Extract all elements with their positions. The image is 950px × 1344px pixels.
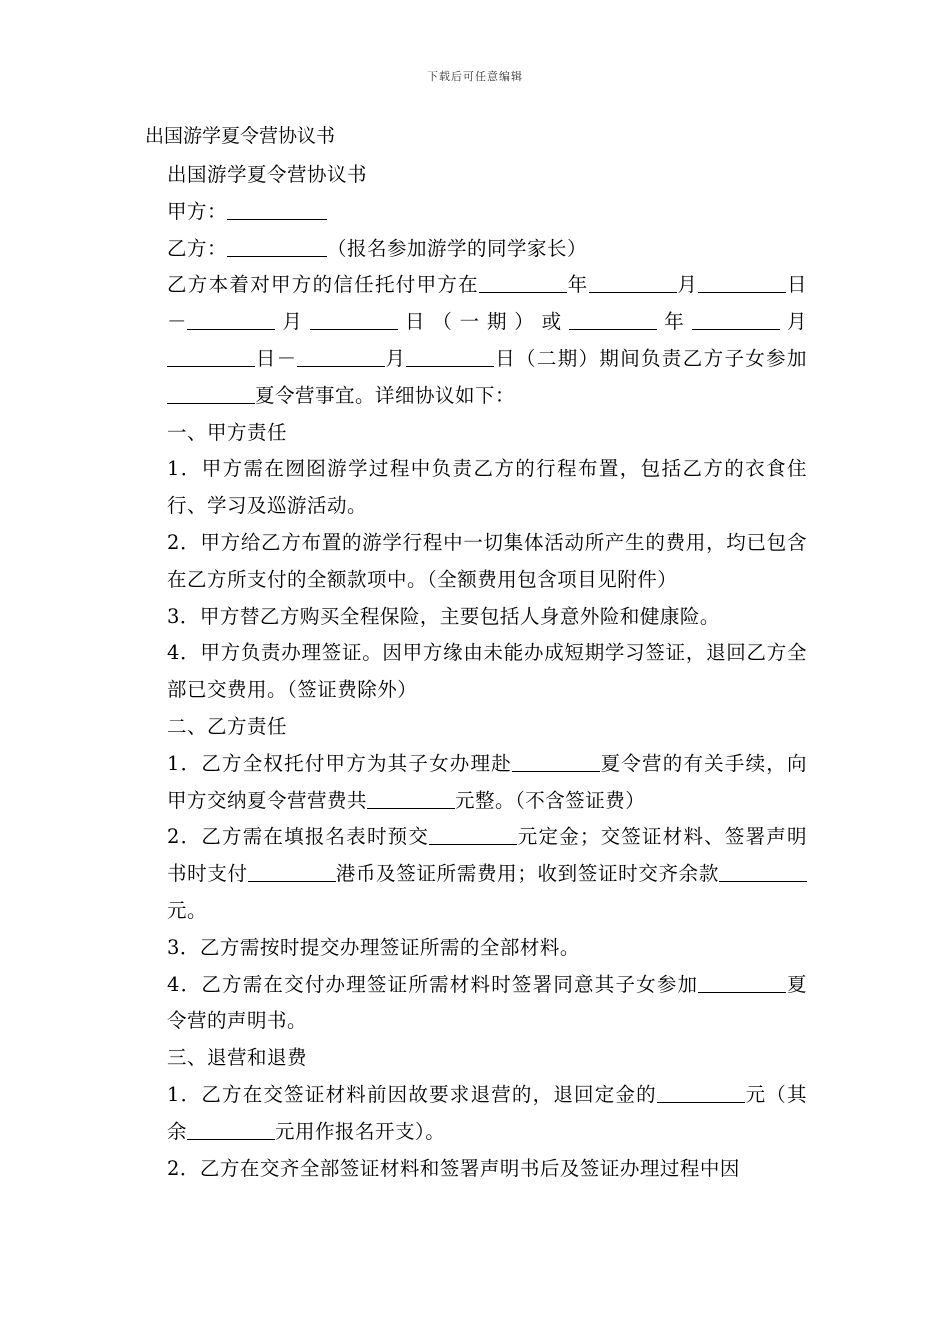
clause-a4: 4．甲方负责办理签证。因甲方缘由未能办成短期学习签证，退回乙方全部已交费用。（签证费除外）	[167, 641, 807, 702]
clause-b2-text-4: 元。	[167, 898, 208, 922]
document-title: 出国游学夏令营协议书	[145, 125, 336, 147]
intro-text: 乙方本着对甲方的信任托付甲方在	[167, 273, 479, 297]
blank-camp-name-1[interactable]	[167, 402, 255, 404]
intro-paragraph	[145, 267, 807, 414]
blank-camp-fee[interactable]	[367, 807, 455, 809]
blank-month-4[interactable]	[297, 365, 385, 367]
intro-month-label-1: 月	[676, 273, 699, 297]
clause-c1-text-1: 1．乙方在交签证材料前因故要求退营的，退回定金的	[167, 1082, 657, 1106]
blank-day-4[interactable]	[406, 365, 494, 367]
section-c-title: 三、退营和退费	[167, 1046, 308, 1070]
clause-c1	[145, 1077, 807, 1151]
blank-camp-name-2[interactable]	[698, 991, 786, 993]
clause-b4-text-1: 4．乙方需在交付办理签证所需材料时签署同意其子女参加	[167, 972, 699, 996]
blank-balance[interactable]	[719, 880, 807, 882]
party-b-blank[interactable]	[227, 255, 327, 257]
intro-month-label-2: 月	[275, 310, 310, 334]
intro-year-label-1: 年	[566, 273, 589, 297]
blank-refund-amount[interactable]	[657, 1101, 745, 1103]
clause-b1-text-3: 元整。（不含签证费）	[455, 788, 646, 812]
party-b-note: （报名参加游学的同学家长）	[327, 236, 588, 260]
intro-day-label-2: 日－	[255, 346, 297, 370]
intro-month-label-3: 月	[779, 310, 807, 334]
document-body	[145, 157, 807, 1187]
party-b-label: 乙方：	[167, 236, 228, 260]
header-note: 下载后可任意编辑	[427, 70, 523, 83]
clause-b4-text-2: 夏令营的声明书。	[167, 972, 807, 1033]
clause-b2	[145, 819, 807, 929]
party-a-label: 甲方：	[167, 199, 228, 223]
blank-deposit[interactable]	[429, 843, 517, 845]
intro-month-label-4: 月	[384, 346, 407, 370]
blank-month-1[interactable]	[589, 291, 677, 293]
clause-b1-text-2: 夏令营的有关手续，向甲方交纳夏令营营费共	[167, 751, 807, 812]
blank-month-3[interactable]	[692, 328, 780, 330]
intro-year-label-2: 年	[656, 310, 692, 334]
clause-b2-text-1: 2．乙方需在填报名表时预交	[167, 825, 430, 849]
section-a-title: 一、甲方责任	[167, 420, 288, 444]
clause-b2-text-2: 元定金；交签证材料、签署声明书时支付	[167, 825, 807, 886]
blank-year-2[interactable]	[569, 328, 657, 330]
blank-month-2[interactable]	[187, 328, 275, 330]
clause-b2-text-3: 港币及签证所需费用；收到签证时交齐余款	[335, 862, 719, 886]
section-b-title: 二、乙方责任	[167, 714, 288, 738]
clause-b3: 3．乙方需按时提交办理签证所需的全部材料。	[167, 935, 580, 959]
blank-remaining-amount[interactable]	[187, 1138, 275, 1140]
blank-year-1[interactable]	[479, 291, 567, 293]
clause-a3: 3．甲方替乙方购买全程保险，主要包括人身意外险和健康险。	[167, 604, 720, 628]
blank-destination[interactable]	[512, 770, 600, 772]
blank-day-2[interactable]	[310, 328, 398, 330]
clause-c2: 2．乙方在交齐全部签证材料和签署声明书后及签证办理过程中因	[167, 1156, 740, 1180]
blank-day-1[interactable]	[698, 291, 786, 293]
party-a-blank[interactable]	[227, 218, 327, 220]
clause-b1	[145, 746, 807, 820]
clause-b1-text-1: 1．乙方全权托付甲方为其子女办理赴	[167, 751, 512, 775]
blank-day-3[interactable]	[167, 365, 255, 367]
intro-day-label-1: 日－	[167, 273, 807, 334]
subtitle: 出国游学夏令营协议书	[167, 163, 368, 186]
clause-a1: 1．甲方需在囫囵游学过程中负责乙方的行程布置，包括乙方的衣食住行、学习及巡游活动。	[167, 457, 807, 518]
clause-b4	[145, 967, 807, 1041]
clause-c1-text-3: 元用作报名开支）。	[275, 1119, 446, 1143]
intro-period1-label: 日（一期）或	[397, 310, 569, 334]
party-a-line	[145, 194, 807, 231]
clause-a2: 2．甲方给乙方布置的游学行程中一切集体活动所产生的费用，均已包含在乙方所支付的全额款项中。（全额费用包含项目见附件）	[167, 530, 807, 591]
intro-end-text: 夏令营事宜。详细协议如下：	[255, 383, 516, 407]
party-b-line	[145, 231, 807, 268]
clause-c1-text-2: 元（其余	[167, 1082, 807, 1143]
blank-hkd-amount[interactable]	[248, 880, 336, 882]
intro-period2-label: 日（二期）期间负责乙方子女参加	[494, 346, 807, 370]
